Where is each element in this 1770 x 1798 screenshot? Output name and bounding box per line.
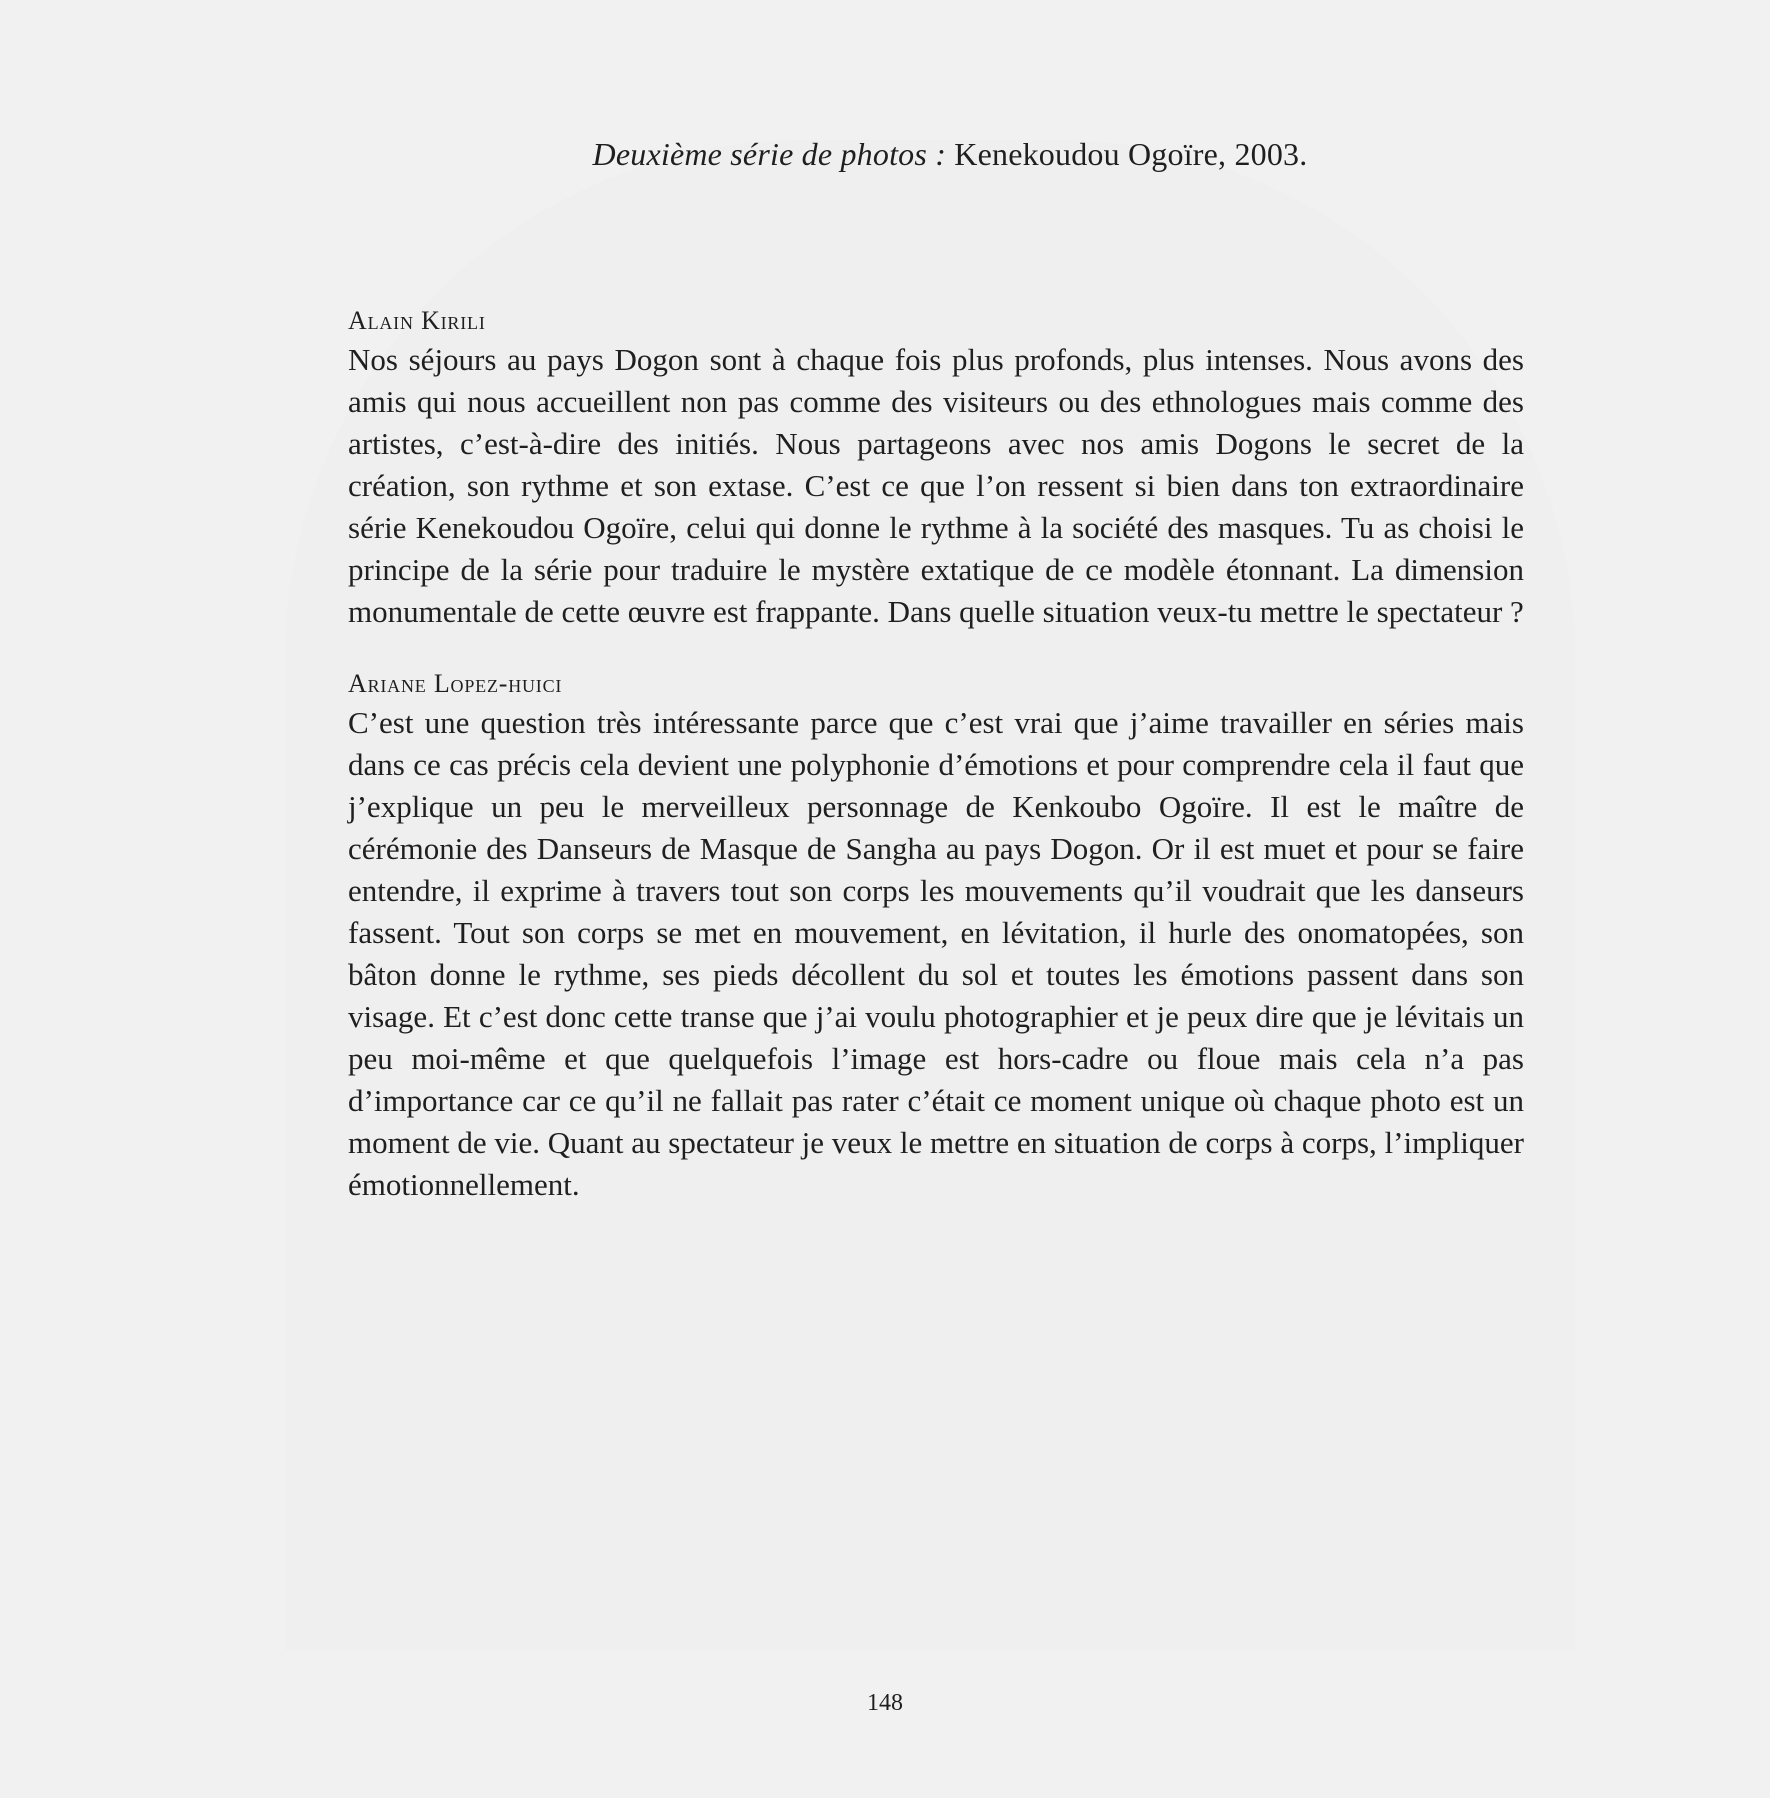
paragraph-ariane-lopez-huici: C’est une question très intéressante parce que c’est vrai que j’aime travailler en séries mais dans ce cas précis cela devient une polyphonie d’émotions et pour comprendre cela il faut que j’explique un peu le merveilleux personnage de Kenkoubo Ogoïre. Il est le maître de cérémonie des Danseurs de Masque de Sangha au pays Dogon. Or il est muet et pour se faire entendre, il exprime à travers tout son corps les mouvements qu’il voudrait que les danseurs fassent. Tout son corps se met en mouvement, en lévitation, il hurle des onomatopées, son bâton donne le rythme, ses pieds décollent du sol et toutes les émotions passent dans son visage. Et c’est donc cette transe que j’ai voulu photographier et je peux dire que je lévitais un peu moi-même et que quelquefois l’image est hors-cadre ou floue mais cela n’a pas d’importance car ce qu’il ne fallait pas rater c’était ce moment unique où chaque photo est un moment de vie. Quant au spectateur je veux le mettre en situation de corps à corps, l’impliquer émotionnellement. xyxy=(348,705,1524,1202)
page-number: 148 xyxy=(867,1690,903,1716)
interview-text xyxy=(348,303,1524,1206)
speaker-ariane-lopez-huici: Ariane Lopez-huici xyxy=(348,669,563,698)
photo-series-caption xyxy=(0,134,1770,174)
speaker-alain-kirili: Alain Kirili xyxy=(348,306,486,335)
caption-series-label: Deuxième série de photos : xyxy=(592,136,947,172)
caption-series-title: Kenekoudou Ogoïre, 2003. xyxy=(946,136,1308,172)
paragraph-alain-kirili: Nos séjours au pays Dogon sont à chaque fois plus profonds, plus intenses. Nous avons des amis qui nous accueillent non pas comme des visiteurs ou des ethnologues mais comme des artistes, c’est-à-dire des initiés. Nous partageons avec nos amis Dogons le secret de la création, son rythme et son extase. C’est ce que l’on ressent si bien dans ton extraordinaire série Kenekoudou Ogoïre, celui qui donne le rythme à la société des masques. Tu as choisi le principe de la série pour traduire le mystère extatique de ce modèle étonnant. La dimension monumentale de cette œuvre est frappante. Dans quelle situation veux-tu mettre le spectateur ? xyxy=(348,342,1524,629)
